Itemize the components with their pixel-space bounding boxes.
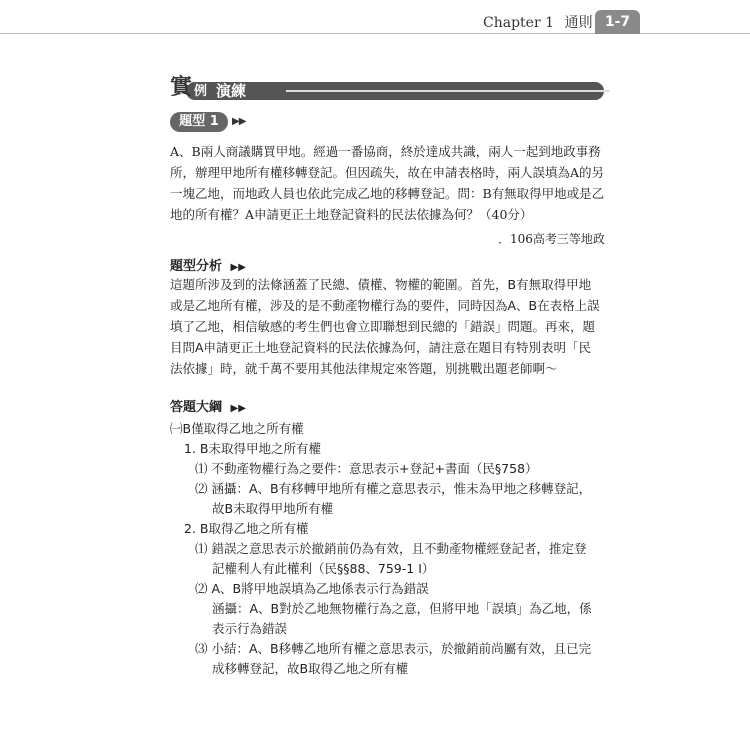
practice-banner bbox=[170, 74, 604, 104]
badge-arrows-icon: ▶▶ bbox=[232, 116, 246, 127]
chapter-label: Chapter 1 bbox=[483, 15, 554, 31]
outline-arrows-icon: ▶▶ bbox=[230, 403, 246, 414]
banner-char-2: 例 bbox=[194, 84, 208, 99]
outline-item: ㈠B僅取得乙地之所有權 bbox=[170, 421, 304, 436]
analysis-line: 法依據」時，就千萬不要用其他法律規定來答題，別挑戰出題老師啊～ bbox=[170, 361, 558, 376]
outline-item: 涵攝：A、B對於乙地無物權行為之意，但將甲地「誤填」為乙地，係 bbox=[212, 601, 592, 616]
outline-item: ⑵ 涵攝：A、B有移轉甲地所有權之意思表示，惟未為甲地之移轉登記， bbox=[195, 481, 592, 496]
outline-item: 2. B取得乙地之所有權 bbox=[184, 521, 309, 536]
page-number-tab: 1-7 bbox=[595, 10, 640, 34]
analysis-line: 或是乙地所有權，涉及的是不動產物權行為的要件，同時因為A、B在表格上誤 bbox=[170, 298, 600, 313]
outline-item: ⑵ A、B將甲地誤填為乙地係表示行為錯誤 bbox=[195, 581, 429, 596]
analysis-heading bbox=[170, 255, 246, 274]
analysis-line: 填了乙地，相信敏感的考生們也會立即聯想到民總的「錯誤」問題。再來，題 bbox=[170, 319, 596, 334]
outline-item: 表示行為錯誤 bbox=[212, 621, 288, 636]
question-line: 地的所有權？A申請更正土地登記資料的民法依據為何？（40分） bbox=[170, 207, 533, 222]
analysis-arrows-icon: ▶▶ bbox=[230, 262, 246, 273]
outline-heading bbox=[170, 396, 246, 415]
question-line: 所，辦理甲地所有權移轉登記。但因疏失，故在申請表格時，兩人誤填為A的另 bbox=[170, 165, 605, 180]
section-label: 通則 bbox=[564, 15, 593, 31]
analysis-line: 這題所涉及到的法條涵蓋了民總、債權、物權的範圍。首先，B有無取得甲地 bbox=[170, 277, 592, 292]
question-type-badge: 題型 1 bbox=[170, 112, 228, 132]
running-header bbox=[483, 12, 592, 32]
banner-rule bbox=[286, 90, 610, 92]
outline-item: 1. B未取得甲地之所有權 bbox=[184, 441, 321, 456]
outline-item: 故B未取得甲地所有權 bbox=[212, 501, 334, 516]
outline-item: ⑴ 不動產物權行為之要件：意思表示+登記+書面（民§758） bbox=[195, 461, 538, 476]
outline-item: 成移轉登記，故B取得乙地之所有權 bbox=[212, 661, 409, 676]
banner-char-1: 實 bbox=[170, 74, 193, 100]
banner-title: 演練 bbox=[216, 82, 247, 100]
question-line: 一塊乙地，而地政人員也依此完成乙地的移轉登記。問：B有無取得甲地或是乙 bbox=[170, 186, 605, 201]
question-line: A、B兩人商議購買甲地。經過一番協商，終於達成共識，兩人一起到地政事務 bbox=[170, 144, 601, 159]
analysis-line: 目問A申請更正土地登記資料的民法依據為何，請注意在題目有特別表明「民 bbox=[170, 340, 592, 355]
outline-item: 記權利人有此權利（民§§88、759-1 Ⅰ） bbox=[212, 561, 435, 576]
question-source: ．106高考三等地政 bbox=[498, 232, 605, 246]
outline-item: ⑶ 小結：A、B移轉乙地所有權之意思表示，於撤銷前尚屬有效，且已完 bbox=[195, 641, 592, 656]
analysis-title: 題型分析 bbox=[170, 259, 223, 274]
banner-bar bbox=[186, 82, 604, 100]
outline-title: 答題大綱 bbox=[170, 400, 223, 415]
outline-item: ⑴ 錯誤之意思表示於撤銷前仍為有效，且不動產物權經登記者，推定登 bbox=[195, 541, 587, 556]
